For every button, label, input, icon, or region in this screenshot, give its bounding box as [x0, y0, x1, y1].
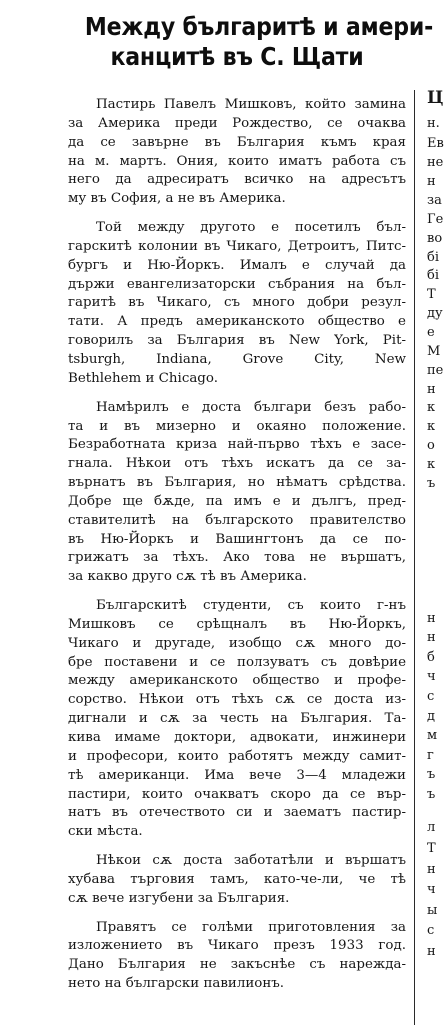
fragment-text: л	[427, 820, 436, 835]
paragraph-line: ставителитѣ на българското правителство	[68, 512, 406, 528]
paragraph-line: Той между другото е посетилъ бъл-	[96, 220, 406, 236]
paragraph-line: държи евангелизаторски събрания на бъл-	[68, 276, 406, 292]
fragment-text: Т	[427, 287, 436, 302]
fragment-text: ду	[427, 306, 443, 321]
paragraph-line: сорство. Нѣкои отъ тѣхъ сѫ се доста из-	[68, 692, 406, 708]
fragment-text: к	[427, 419, 436, 434]
article-headline	[84, 12, 434, 72]
paragraph-line: сѫ вече изгубени за България.	[68, 890, 290, 906]
fragment-text: г	[427, 748, 434, 763]
article-paragraph	[68, 96, 406, 209]
article-paragraph	[68, 919, 406, 994]
article-paragraph	[68, 852, 406, 909]
fragment-text: н	[427, 630, 436, 645]
paragraph-line: Намѣрилъ е доста българи безъ рабо-	[96, 399, 406, 415]
fragment-text: Ц	[427, 88, 444, 108]
paragraph-line: за какво друго сѫ тѣ въ Америка.	[68, 569, 307, 585]
paragraph-line: за Америка преди Рождество, се очаква	[68, 115, 406, 131]
paragraph-line: грижатъ за тѣхъ. Ако това не вършатъ,	[68, 550, 406, 566]
paragraph-line: Мишковъ се срѣщналъ въ Ню-Йоркъ,	[68, 616, 406, 632]
fragment-text: пе	[427, 363, 444, 378]
paragraph-line: кива имаме доктори, адвокати, инжинери	[68, 730, 406, 745]
fragment-text: ч	[427, 669, 436, 684]
fragment-text: ъ	[427, 787, 436, 802]
fragment-text: ъ	[427, 767, 436, 782]
fragment-text: м	[427, 728, 438, 743]
paragraph-line: натъ въ отечеството си и заематъ пастир-	[68, 805, 406, 821]
paragraph-line: бре поставени и се ползуватъ съ довѣрие	[68, 654, 406, 670]
paragraph-line: пастири, които очакватъ скоро да се вър-	[68, 786, 406, 802]
headline-line: Между българитѣ и амери-	[84, 12, 434, 41]
paragraph-line: и професори, които работятъ между самит-	[68, 748, 406, 764]
fragment-text: Т	[427, 841, 436, 856]
fragment-text: н	[427, 382, 436, 397]
fragment-text: с	[427, 689, 435, 704]
paragraph-line: бургъ и Ню-Йоркъ. Ималъ е случай да	[68, 257, 406, 273]
paragraph-line: та и въ мизерно и окаяно положение.	[68, 418, 406, 434]
headline-line: канцитѣ въ С. Щати	[110, 42, 364, 71]
fragment-text: бі	[427, 268, 439, 283]
paragraph-line: ски мѣста.	[68, 824, 143, 840]
paragraph-line: Безработната криза най-първо тѣхъ е засе-	[68, 437, 406, 453]
paragraph-line: Пастирь Павелъ Мишковъ, който замина	[96, 97, 406, 112]
paragraph-line: Bethlehem и Chicago.	[68, 370, 218, 386]
fragment-text: о	[427, 438, 435, 453]
fragment-text: ч	[427, 882, 436, 897]
paragraph-line: tsburgh, Indiana, Grove City, New	[68, 351, 406, 367]
fragment-text: н.	[427, 116, 440, 131]
fragment-text: н	[427, 862, 436, 877]
paragraph-line: въ Ню-Йоркъ и Вашингтонъ да се по-	[68, 531, 406, 547]
column-rule	[414, 90, 415, 1025]
fragment-text: ъ	[427, 476, 436, 491]
fragment-text: н	[427, 611, 436, 626]
paragraph-line: му въ София, а не въ Америка.	[68, 191, 286, 207]
fragment-text: д	[427, 709, 436, 724]
fragment-text: Ге	[427, 212, 444, 227]
paragraph-line: дигнали и сѫ за честь на България. Та-	[68, 711, 406, 727]
fragment-text: к	[427, 400, 436, 415]
paragraph-line: гаритѣ въ Чикаго, съ много добри резул-	[68, 295, 406, 311]
paragraph-line: гарскитѣ колонии въ Чикаго, Детроитъ, Питс-	[68, 238, 406, 254]
paragraph-line: върнатъ въ България, но нѣматъ срѣдства.	[68, 475, 406, 491]
paragraph-line: тѣ американци. Има вече 3—4 младежи	[68, 767, 406, 783]
paragraph-line: Дано България не закъснѣе съ нарежда-	[68, 957, 406, 973]
fragment-text: Ев	[427, 136, 444, 151]
paragraph-line: тати. А предъ американското общество е	[68, 314, 406, 330]
paragraph-line: Добре ще бѫде, па имъ е и дългъ, пред-	[68, 493, 406, 509]
fragment-text: б	[427, 650, 435, 665]
fragment-text: не	[427, 155, 444, 170]
fragment-text: бі	[427, 250, 439, 265]
paragraph-line: Чикаго и другаде, изобщо сѫ много до-	[68, 635, 406, 651]
paragraph-line: на м. мартъ. Ония, които иматъ работа съ	[68, 153, 406, 169]
fragment-text: за	[427, 193, 442, 208]
paragraph-line: между американското общество и профе-	[68, 673, 406, 689]
paragraph-line: гнала. Нѣкои отъ тѣхъ искатъ да се за-	[68, 456, 406, 472]
paragraph-line: Правятъ се голѣми приготовления за	[96, 919, 406, 935]
paragraph-line: Нѣкои сѫ доста заботатѣли и вършатъ	[96, 853, 406, 869]
article-paragraph	[68, 597, 406, 842]
fragment-text: е	[427, 325, 435, 340]
paragraph-line: нето на български павилионъ.	[68, 976, 285, 992]
paragraph-line: изложението въ Чикаго презъ 1933 год.	[68, 938, 406, 954]
paragraph-line: него да адресиратъ всичко на адресътъ	[68, 172, 406, 188]
article-paragraph	[68, 399, 406, 587]
fragment-text: М	[427, 344, 441, 359]
fragment-text: н	[427, 174, 436, 189]
paragraph-line: говорилъ за България въ New York, Pit-	[68, 333, 406, 349]
article-body	[68, 96, 406, 994]
fragment-text: с	[427, 923, 435, 938]
article-paragraph	[68, 219, 406, 389]
paragraph-line: Българскитѣ студенти, съ които г-нъ	[96, 598, 406, 614]
paragraph-line: хубава търговия тамъ, като-че-ли, че тѣ	[68, 871, 406, 887]
fragment-text: во	[427, 231, 443, 246]
fragment-text: н	[427, 944, 436, 959]
adjacent-column-fragment	[423, 0, 442, 1024]
fragment-text: к	[427, 457, 436, 472]
paragraph-line: да се завърне въ България къмъ края	[68, 134, 406, 150]
fragment-text: ы	[427, 903, 438, 918]
